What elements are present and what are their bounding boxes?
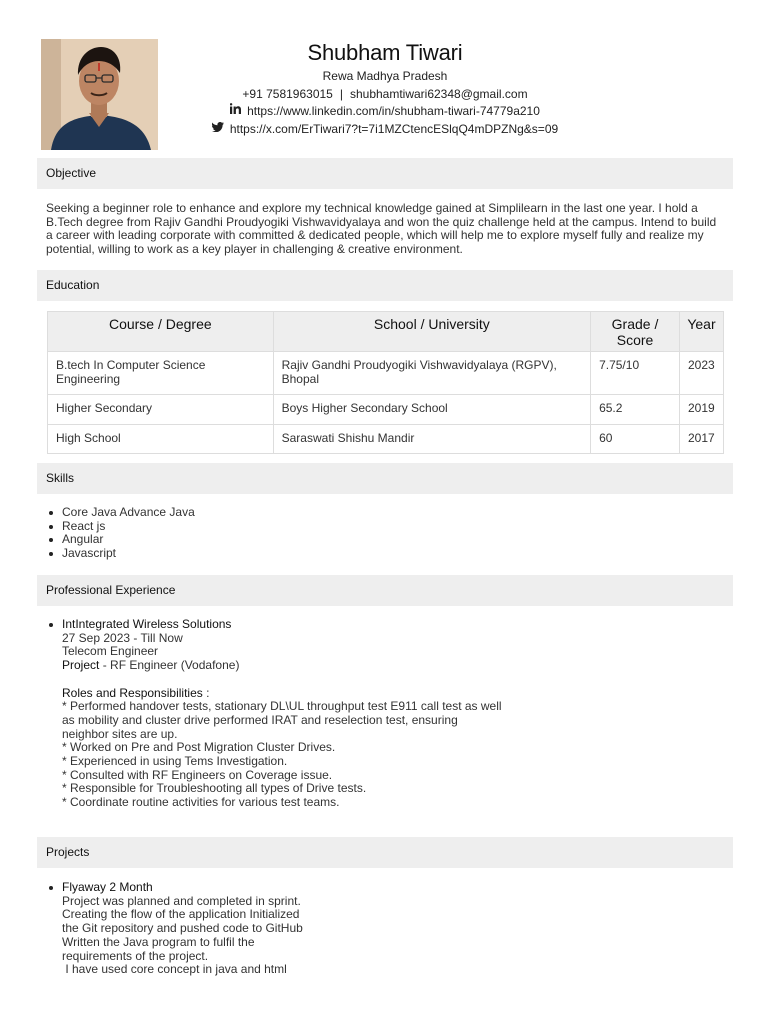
responsibility-line: * Experienced in using Tems Investigation. bbox=[62, 754, 288, 769]
responsibility-line: as mobility and cluster drive performed IRAT and reselection test, ensuring bbox=[62, 712, 458, 727]
profile-photo bbox=[41, 39, 158, 150]
table-cell: 60 bbox=[591, 424, 680, 454]
linkedin-icon bbox=[230, 102, 241, 120]
skills-heading: Skills bbox=[37, 463, 733, 494]
skills-list bbox=[46, 506, 195, 560]
candidate-name: Shubham Tiwari bbox=[307, 40, 463, 65]
linkedin-link[interactable]: https://www.linkedin.com/in/shubham-tiwari-74779a210 bbox=[247, 104, 540, 119]
list-item: Core Java Advance Java bbox=[46, 506, 195, 520]
objective-text: Seeking a beginner role to enhance and explore my technical knowledge gained at Simplilearn in the last one year. I hold a B.Tech degree from Rajiv Gandhi Proudyogiki Vishwavidyalaya and won the quiz challenge held at the campus. Intend to build a career with leading corporate with committed & dedicated people, which will help me to explore myself fully and realize my potential, willing to work as a key player in challenging & creative environment. bbox=[46, 201, 717, 256]
project-description-line: the Git repository and pushed code to GitHub bbox=[62, 921, 303, 936]
table-cell: Higher Secondary bbox=[48, 395, 274, 425]
contact-separator: | bbox=[339, 86, 343, 101]
table-cell: 7.75/10 bbox=[591, 352, 680, 395]
responsibility-line: neighbor sites are up. bbox=[62, 726, 178, 741]
education-table bbox=[47, 311, 724, 454]
col-grade-score: Grade / Score bbox=[591, 312, 680, 352]
table-cell: High School bbox=[48, 424, 274, 454]
table-row bbox=[48, 395, 724, 425]
project-bullet bbox=[46, 881, 566, 977]
table-cell: 2019 bbox=[679, 395, 723, 425]
table-cell: 2017 bbox=[679, 424, 723, 454]
responsibility-line: * Consulted with RF Engineers on Coverage issue. bbox=[62, 767, 333, 782]
table-row bbox=[48, 352, 724, 395]
list-item: Javascript bbox=[46, 547, 195, 561]
experience-entry bbox=[46, 618, 566, 810]
employment-dates: 27 Sep 2023 - Till Now bbox=[62, 630, 183, 645]
phone: +91 7581963015 bbox=[242, 86, 333, 101]
objective-heading: Objective bbox=[37, 158, 733, 189]
project-entry bbox=[46, 881, 566, 977]
project-description-line: I have used core concept in java and html bbox=[62, 962, 287, 977]
project-description-line: Creating the flow of the application Initialized bbox=[62, 907, 300, 922]
responsibility-line: * Coordinate routine activities for various test teams. bbox=[62, 795, 340, 810]
list-item: Angular bbox=[46, 533, 195, 547]
job-role: Telecom Engineer bbox=[62, 644, 159, 659]
experience-heading: Professional Experience bbox=[37, 575, 733, 606]
contact-line bbox=[160, 86, 610, 104]
table-cell: 2023 bbox=[679, 352, 723, 395]
experience-bullet bbox=[46, 618, 566, 810]
profile-photo-illustration bbox=[41, 39, 158, 150]
table-cell: Boys Higher Secondary School bbox=[273, 395, 590, 425]
project-description-line: Written the Java program to fulfil the bbox=[62, 934, 255, 949]
linkedin-line bbox=[160, 103, 610, 121]
col-year: Year bbox=[679, 312, 723, 352]
project-name: Flyaway 2 Month bbox=[62, 880, 153, 894]
resume-header bbox=[160, 40, 610, 138]
table-cell: Saraswati Shishu Mandir bbox=[273, 424, 590, 454]
company-name: IntIntegrated Wireless Solutions bbox=[62, 617, 232, 631]
table-cell: Rajiv Gandhi Proudyogiki Vishwavidyalaya (RGPV), Bhopal bbox=[273, 352, 590, 395]
twitter-link[interactable]: https://x.com/ErTiwari7?t=7i1MZCtencESlqQ4mDPZNg&s=09 bbox=[229, 121, 559, 136]
education-table-header bbox=[48, 312, 724, 352]
project-label: Project bbox=[62, 658, 100, 673]
col-course-degree: Course / Degree bbox=[48, 312, 274, 352]
twitter-line bbox=[160, 121, 610, 139]
project-line bbox=[62, 659, 566, 673]
twitter-icon bbox=[212, 120, 224, 138]
project-description-line: requirements of the project. bbox=[62, 948, 209, 963]
projects-heading: Projects bbox=[37, 837, 733, 868]
roles-colon: : bbox=[202, 685, 210, 700]
location: Rewa Madhya Pradesh bbox=[322, 69, 448, 84]
list-item: React js bbox=[46, 520, 195, 534]
responsibility-line: * Worked on Pre and Post Migration Cluster Drives. bbox=[62, 740, 336, 755]
table-row bbox=[48, 424, 724, 454]
col-school-university: School / University bbox=[273, 312, 590, 352]
education-heading: Education bbox=[37, 270, 733, 301]
project-description-line: Project was planned and completed in sprint. bbox=[62, 893, 301, 908]
project-value: - RF Engineer (Vodafone) bbox=[99, 658, 240, 673]
table-cell: B.tech In Computer Science Engineering bbox=[48, 352, 274, 395]
email-link[interactable]: shubhamtiwari62348@gmail.com bbox=[349, 86, 528, 101]
roles-label: Roles and Responsibilities bbox=[62, 685, 203, 700]
roles-heading bbox=[62, 687, 566, 701]
table-cell: 65.2 bbox=[591, 395, 680, 425]
responsibility-line: * Performed handover tests, stationary DL\UL throughput test E911 call test as well bbox=[62, 699, 502, 714]
responsibility-line: * Responsible for Troubleshooting all types of Drive tests. bbox=[62, 781, 367, 796]
